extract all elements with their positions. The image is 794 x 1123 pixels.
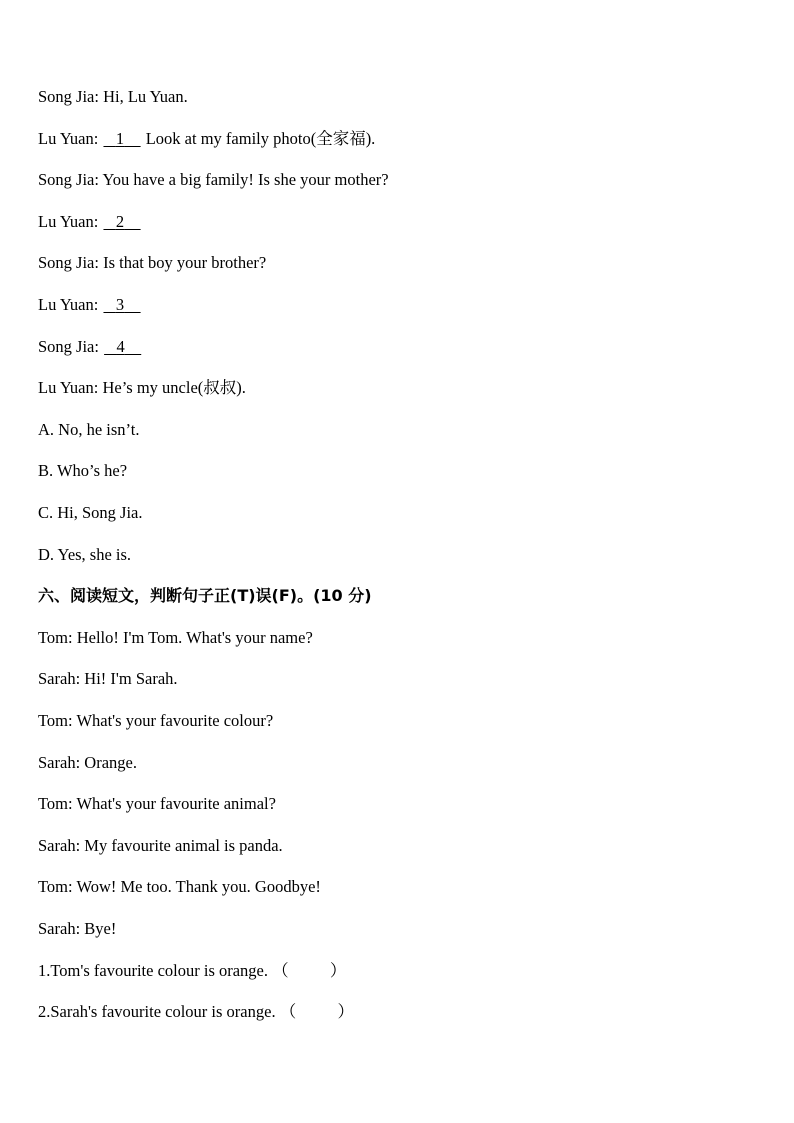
- speaker: Song Jia:: [38, 337, 99, 356]
- utterance: Hi, Lu Yuan.: [103, 87, 188, 106]
- section-heading: 六、阅读短文，判断句子正(T)误(F)。(10 分): [38, 586, 372, 605]
- answer-parentheses[interactable]: （ ）: [272, 961, 347, 980]
- speaker: Lu Yuan:: [38, 129, 99, 148]
- dialogue-line: [38, 378, 246, 398]
- utterance: Wow! Me too. Thank you. Goodbye!: [76, 877, 321, 896]
- speaker: Song Jia:: [38, 170, 99, 189]
- answer-parentheses[interactable]: （ ）: [279, 1002, 354, 1021]
- blank-number: 2: [115, 212, 125, 231]
- speaker: Tom:: [38, 877, 73, 896]
- dialogue-line: [38, 669, 178, 689]
- question-1: [38, 961, 346, 981]
- speaker: Song Jia:: [38, 87, 99, 106]
- speaker: Tom:: [38, 794, 73, 813]
- answer-blank: [103, 337, 142, 357]
- utterance: What's your favourite colour?: [76, 711, 274, 730]
- speaker: Sarah:: [38, 919, 81, 938]
- blank-number: 4: [116, 337, 125, 356]
- speaker: Lu Yuan:: [38, 212, 99, 231]
- dialogue-line: [38, 919, 116, 939]
- dialogue-line: [38, 295, 142, 315]
- dialogue-line: [38, 628, 313, 648]
- utterance: Orange.: [84, 753, 137, 772]
- answer-blank: [102, 129, 141, 149]
- dialogue-line: [38, 794, 276, 814]
- utterance: He’s my uncle(叔叔).: [102, 378, 246, 397]
- utterance: My favourite animal is panda.: [84, 836, 283, 855]
- utterance: Is that boy your brother?: [103, 253, 267, 272]
- blank-number: 3: [115, 295, 125, 314]
- utterance: You have a big family! Is she your mother?: [102, 170, 389, 189]
- option-a: A. No, he isn’t.: [38, 420, 140, 439]
- speaker: Song Jia:: [38, 253, 99, 272]
- dialogue-line: [38, 87, 188, 107]
- utterance: Look at my family photo(全家福).: [145, 129, 376, 148]
- utterance: Bye!: [84, 919, 117, 938]
- dialogue-line: [38, 129, 375, 149]
- dialogue-line: [38, 337, 142, 357]
- dialogue-line: [38, 170, 389, 190]
- option-c: C. Hi, Song Jia.: [38, 503, 143, 522]
- utterance: What's your favourite animal?: [76, 794, 276, 813]
- question-text: 1.Tom's favourite colour is orange.: [38, 961, 269, 980]
- dialogue-line: [38, 753, 137, 773]
- speaker: Tom:: [38, 628, 73, 647]
- blank-number: 1: [115, 129, 125, 148]
- speaker: Sarah:: [38, 669, 81, 688]
- speaker: Sarah:: [38, 836, 81, 855]
- speaker: Tom:: [38, 711, 73, 730]
- option-b: B. Who’s he?: [38, 461, 128, 480]
- speaker: Lu Yuan:: [38, 378, 99, 397]
- speaker: Lu Yuan:: [38, 295, 99, 314]
- question-text: 2.Sarah's favourite colour is orange.: [38, 1002, 276, 1021]
- question-2: [38, 1002, 354, 1022]
- answer-blank: [102, 212, 141, 232]
- dialogue-line: [38, 711, 273, 731]
- option-d: D. Yes, she is.: [38, 545, 132, 564]
- dialogue-line: [38, 212, 142, 232]
- dialogue-line: [38, 253, 266, 273]
- speaker: Sarah:: [38, 753, 81, 772]
- utterance: Hello! I'm Tom. What's your name?: [76, 628, 313, 647]
- answer-blank: [102, 295, 141, 315]
- dialogue-line: [38, 836, 283, 856]
- utterance: Hi! I'm Sarah.: [84, 669, 178, 688]
- dialogue-line: [38, 877, 321, 897]
